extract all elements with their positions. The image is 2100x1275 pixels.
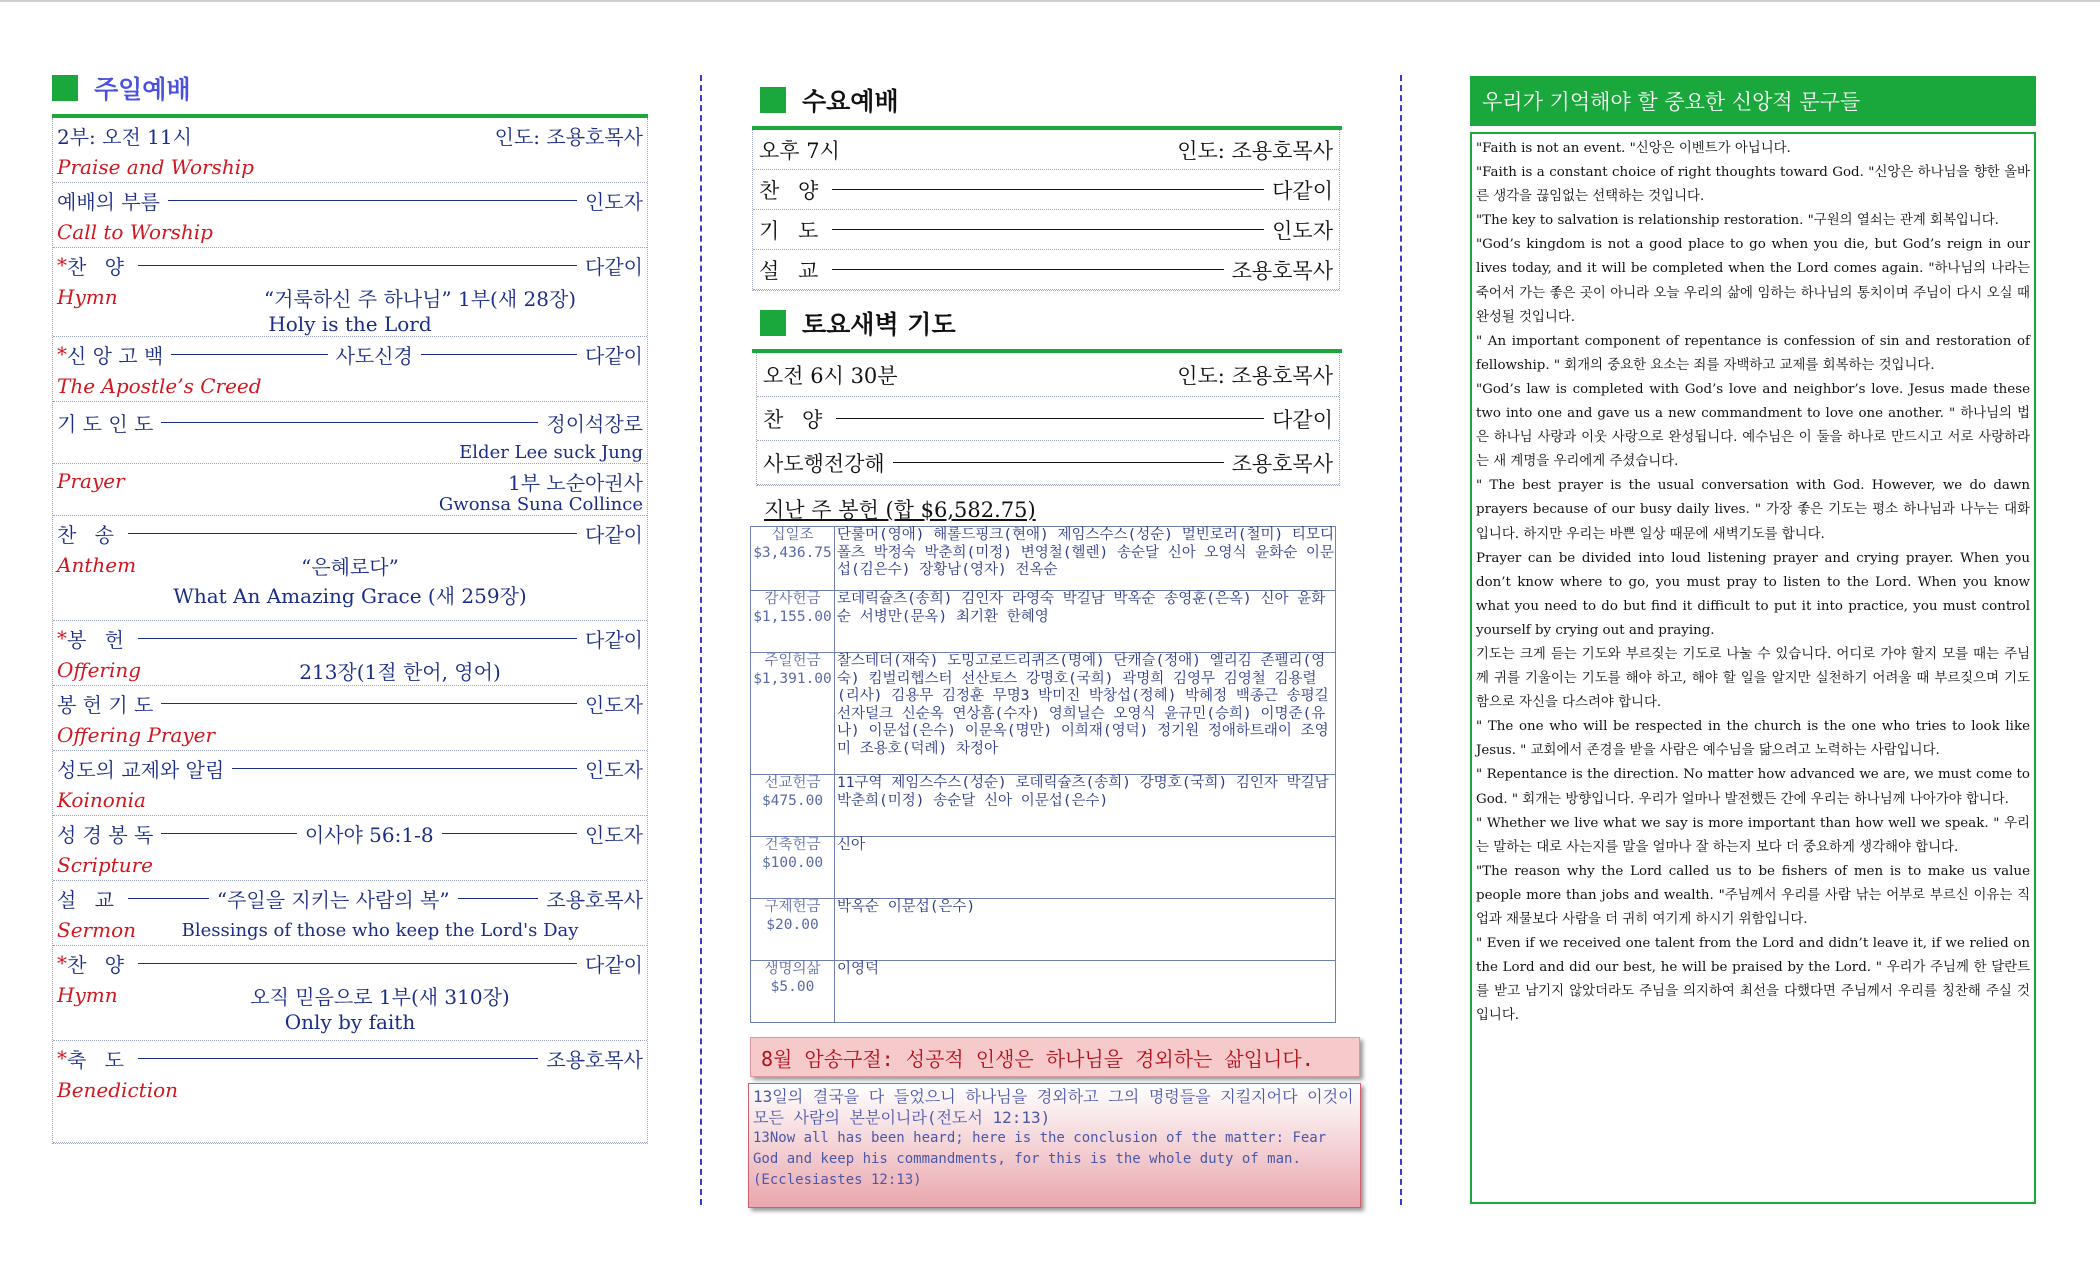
offering-category: 구제헌금: [764, 899, 821, 915]
offering-amount: $1,155.00: [753, 608, 832, 625]
faith-quote: "The key to salvation is relationship restoration. "구원의 열쇠는 관계 회복입니다.: [1476, 213, 1999, 229]
offering-names: 단룰머(영애) 해롤드핑크(현애) 제임스수스(성순) 멀빈로러(철미) 티모디폴츠 박정숙 박춘희(미정) 변영철(헬렌) 송순달 신아 오영식 윤화순 이문섭(김은수) 장황남(영자) 전옥순: [835, 527, 1336, 591]
green-square-icon: [760, 310, 786, 336]
call-row: [53, 183, 647, 248]
hymn2-title-en: Only by faith: [284, 1010, 416, 1034]
offering-names: 찰스테더(재숙) 도밍고로드리퀴즈(명예) 단캐슬(정애) 엘리김 존펠리(영숙) 킴벌리헵스터 선산토스 강명호(국희) 곽명희 김영무 김영철 김용렬(리사) 김용무 김정훈 무명3 박미진 박창섭(정혜) 박혜정 백종근 송평길 선자덜크 신순옥 연상흠(수자) 영희닐슨 오영식 윤규민(승희) 이명준(유나) 이문섭(은수) 이문옥(명만) 이희재(영덕) 정기원 정애하트래이 조영미 조용호(덕례) 차정아: [835, 653, 1336, 775]
prayer-ko: 기 도 인 도: [57, 411, 154, 436]
wednesday-leader: 인도: 조용호목사: [1177, 138, 1333, 163]
bene-who: 조용호목사: [546, 1047, 643, 1072]
koin-who: 인도자: [585, 757, 643, 782]
wednesday-header: [748, 80, 1342, 120]
scripture-row: [53, 816, 647, 881]
faith-quote: "The reason why the Lord called us to be fishers of men is to make us value people more than jobs and wealth. "주님께서 우리를 사람 낚는 어부로 부르신 이유는 직업과 재물보다 사람을 더 귀히 여기게 하시기 위함입니다.: [1476, 863, 2030, 927]
prayer-row: [53, 402, 647, 464]
anthem-title-en: What An Amazing Grace (새 259장): [173, 584, 527, 608]
koin-en: Koinonia: [57, 788, 146, 812]
sunday-order: [52, 118, 648, 1144]
offering-names: 신아: [835, 837, 1336, 899]
service-leader: 인도: 조용호목사: [494, 124, 643, 149]
table-row: [751, 527, 1336, 591]
offp-en: Offering Prayer: [57, 723, 216, 747]
faith-title: 우리가 기억해야 할 중요한 신앙적 문구들: [1470, 76, 2036, 126]
hymn1-en: Hymn: [57, 285, 118, 309]
koin-ko: 성도의 교제와 알림: [57, 757, 225, 782]
offering-ko: 봉 헌: [67, 627, 130, 652]
saturday-order: [756, 353, 1340, 486]
table-row: [751, 653, 1336, 775]
sunday-worship-section: [52, 68, 648, 1144]
faith-quote: 기도는 크게 듣는 기도와 부르짖는 기도로 나눌 수 있습니다. 어디로 가야 할지 모를 때는 주님께 귀를 기울이는 기도를 해야 하고, 해야 할 일을 알지만 실천하기 어려울 때 부르짖으며 기도함으로 자신을 다스려야 합니다.: [1476, 646, 2030, 711]
table-row: [751, 899, 1336, 961]
star-mark: *: [57, 342, 67, 366]
offerings-title: 지난 주 봉헌 (합 $6,582.75): [764, 498, 1036, 522]
anthem-en: Anthem: [57, 553, 137, 577]
faith-quotes-box: [1470, 132, 2036, 1204]
hymn1-ko: 찬 양: [67, 254, 130, 279]
scrip-ko: 성 경 봉 독: [57, 822, 154, 847]
wed-row-label: 설 교: [759, 258, 825, 283]
creed-mid: 사도신경: [335, 343, 413, 368]
wed-row-who: 인도자: [1272, 218, 1333, 243]
saturday-time: 오전 6시 30분: [763, 363, 898, 388]
anthem-row: [53, 516, 647, 621]
green-square-icon: [52, 75, 78, 101]
sermon-ko: 설 교: [57, 887, 120, 912]
offering-amount: $1,391.00: [753, 670, 832, 687]
prayer2-row: [53, 464, 647, 516]
offering-names: 이영덕: [835, 961, 1336, 1023]
offp-ko: 봉 헌 기 도: [57, 692, 154, 717]
wed-row-label: 찬 양: [759, 178, 825, 203]
offering-category: 선교헌금: [764, 775, 821, 791]
memory-verse-en: 13Now all has been heard; here is the conclusion of the matter: Fear God and keep his commandments, for this is the whole duty of man. (Ecclesiastes 12:13): [753, 1130, 1327, 1188]
anthem-title: “은혜로다”: [301, 554, 399, 579]
prayer-en: Prayer: [57, 469, 125, 493]
wednesday-title: 수요예배: [802, 87, 899, 116]
faith-quote: "Faith is not an event. "신앙은 이벤트가 아닙니다.: [1476, 141, 1791, 156]
table-row: [751, 591, 1336, 653]
offering-category: 생명의삶: [764, 961, 821, 977]
offering-category: 주일헌금: [764, 653, 821, 669]
sermon-row: [53, 881, 647, 946]
creed-row: [53, 337, 647, 402]
table-row: [751, 961, 1336, 1023]
offering-amount: $3,436.75: [753, 544, 832, 561]
hymn2-ko: 찬 양: [67, 952, 130, 977]
memory-verse-box: [748, 1083, 1361, 1208]
sunday-title: 주일예배: [94, 75, 191, 104]
column-divider-1: [700, 75, 702, 1205]
bene-ko: 축 도: [67, 1047, 130, 1072]
wed-row-label: 기 도: [759, 218, 825, 243]
memory-verse-ko: 13일의 결국을 다 들었으니 하나님을 경외하고 그의 명령들을 지킬지어다 이것이 모든 사람의 본분이니라(전도서 12:13): [753, 1087, 1354, 1127]
offering-amount: $5.00: [770, 978, 815, 995]
offering-prayer-row: [53, 686, 647, 751]
faith-quote: "God’s law is completed with God’s love and neighbor’s love. Jesus made these two into one and gave us a new commandment to love one another. " 하나님의 법은 하나님 사랑과 이웃 사랑으로 완성됩니다. 예수님은 이 둘을 하나로 만드시고 서로 사랑하라는 새 계명을 우리에게 주셨습니다.: [1476, 381, 2030, 470]
sermon-who: 조용호목사: [546, 887, 643, 912]
saturday-leader: 인도: 조용호목사: [1177, 363, 1333, 388]
offering-who: 다같이: [585, 627, 643, 652]
praise-en: Praise and Worship: [57, 155, 254, 179]
faith-quote: "Faith is a constant choice of right thoughts toward God. "신앙은 하나님을 향한 올바른 생각을 끊임없는 선택하는 것입니다.: [1476, 165, 2030, 205]
faith-quote: Prayer can be divided into loud listening prayer and crying prayer. When you don’t know where to go, you must pray to listen to the Lord. When you know what you need to do but find it difficult to put it into practice, you must control yourself by crying out and praying.: [1476, 550, 2030, 638]
hymn2-who: 다같이: [585, 952, 643, 977]
hymn1-title-en: Holy is the Lord: [268, 312, 432, 336]
sermon-en: Sermon: [57, 918, 136, 942]
sat-row-who: 조용호목사: [1231, 451, 1333, 476]
creed-en: The Apostle’s Creed: [57, 374, 262, 398]
offp-who: 인도자: [585, 692, 643, 717]
call-en: Call to Worship: [57, 220, 213, 244]
green-square-icon: [760, 87, 786, 113]
koinonia-row: [53, 751, 647, 816]
bene-en: Benediction: [57, 1078, 179, 1102]
saturday-title: 토요새벽 기도: [802, 310, 956, 339]
hymn2-row: [53, 946, 647, 1041]
wed-row-who: 다같이: [1272, 178, 1333, 203]
prayer2: 1부 노순아권사: [507, 470, 643, 495]
faith-quote: " Even if we received one talent from the Lord and didn’t leave it, if we relied on the Lord and did our best, he will be praised by the Lord. " 우리가 주님께 한 달란트를 받고 남기지 않았더라도 주님을 의지하여 최선을 다했다면 주님께서 우리를 칭찬해 주실 것입니다.: [1476, 936, 2030, 1024]
hymn2-en: Hymn: [57, 983, 118, 1007]
star-mark: *: [57, 253, 67, 277]
offering-amount: $100.00: [761, 854, 824, 871]
scrip-who: 인도자: [585, 822, 644, 847]
faith-phrases-section: [1470, 76, 2036, 1204]
creed-ko: 신 앙 고 백: [67, 343, 164, 368]
scrip-en: Scripture: [57, 853, 153, 877]
service-time: 2부: 오전 11시: [57, 124, 192, 149]
faith-quote: " Whether we live what we say is more important than how well we speak. " 우리는 말하는 대로 사는지를 말을 얼마나 잘 하는지 보다 더 중요하게 생각해야 합니다.: [1476, 815, 2030, 855]
benediction-row: [53, 1041, 647, 1143]
sat-row-label: 사도행전강해: [763, 451, 885, 476]
wed-row-who: 조용호목사: [1231, 258, 1333, 283]
anthem-who: 다같이: [585, 522, 643, 547]
hymn2-title: 오직 믿음으로 1부(새 310장): [250, 984, 510, 1009]
faith-quote: " An important component of repentance is confession of sin and restoration of fellowship. " 회개의 중요한 요소는 죄를 자백하고 교제를 회복하는 것입니다.: [1476, 333, 2030, 373]
star-mark: *: [57, 1046, 67, 1070]
table-row: [751, 837, 1336, 899]
offering-category: 건축헌금: [764, 837, 821, 853]
offering-names: 로데릭슐츠(송희) 김인자 라영숙 박길남 박옥순 송영훈(은옥) 신아 윤화순 서병만(문옥) 최기환 한혜영: [835, 591, 1336, 653]
offering-amount: $20.00: [766, 916, 819, 933]
scrip-mid: 이사야 56:1-8: [304, 822, 434, 847]
memory-verse-heading: 8월 암송구절: 성공적 인생은 하나님을 경외하는 삶입니다.: [750, 1037, 1360, 1077]
offering-category: 감사헌금: [764, 591, 821, 607]
star-mark: *: [57, 626, 67, 650]
top-border: [0, 0, 2100, 2]
service-time-row: [53, 118, 647, 183]
prayer-who: 정이석장로: [546, 411, 643, 436]
offering-category: 십일조: [771, 527, 814, 543]
offering-en: Offering: [57, 658, 142, 682]
sat-row-label: 찬 양: [763, 407, 829, 432]
star-mark: *: [57, 951, 67, 975]
offering-row: [53, 621, 647, 686]
faith-quote: " The one who will be respected in the church is the one who tries to look like Jesus. " 교회에서 존경을 받을 사람은 예수님을 닮으려고 노력하는 사람입니다.: [1476, 719, 2030, 759]
hymn1-title: “거룩하신 주 하나님” 1부(새 28장): [263, 286, 577, 311]
prayer2-en: Gwonsa Suna Collince: [438, 494, 643, 515]
faith-quote: " The best prayer is the usual conversation with God. However, we do dawn prayers because of our busy daily lives. " 가장 좋은 기도는 평소 하나님과 나누는 대화입니다. 하지만 우리는 바쁜 일상 때문에 새벽기도를 합니다.: [1476, 478, 2030, 542]
anthem-ko: 찬 송: [57, 522, 120, 547]
faith-quote: " Repentance is the direction. No matter how advanced we are, we must come to God. " 회개는 방향입니다. 우리가 얼마나 발전했든 간에 우리는 하나님께 나아가야 합니다.: [1476, 767, 2030, 807]
offering-song: 213장(1절 한어, 영어): [299, 659, 501, 684]
offerings-table: [750, 526, 1336, 1023]
offering-amount: $475.00: [761, 792, 824, 809]
wednesday-order: [752, 130, 1340, 291]
midweek-section: [748, 80, 1354, 1208]
sermon-mid: “주일을 지키는 사람의 복”: [216, 887, 450, 912]
offering-names: 11구역 제임스수스(성순) 로데릭슐츠(송희) 강명호(국희) 김인자 박길남 박춘희(미정) 송순달 신아 이문섭(은수): [835, 775, 1336, 837]
prayer-who-en: Elder Lee suck Jung: [459, 442, 643, 463]
call-ko: 예배의 부름: [57, 189, 160, 214]
sermon-title-en: Blessings of those who keep the Lord's Day: [181, 919, 579, 941]
hymn1-row: [53, 248, 647, 337]
sunday-header: [52, 68, 648, 108]
faith-quote: "God’s kingdom is not a good place to go when you die, but God’s reign in our lives today, and it will be completed when the Lord comes again. "하나님의 나라는 죽어서 가는 좋은 곳이 아니라 오늘 우리의 삶에 임하는 하나님의 통치이며 주님이 다시 오실 때 완성될 것입니다.: [1476, 237, 2030, 325]
column-divider-2: [1400, 75, 1402, 1205]
offering-names: 박옥순 이문섭(은수): [835, 899, 1336, 961]
wednesday-time: 오후 7시: [759, 138, 840, 163]
call-who: 인도자: [585, 189, 643, 214]
creed-who: 다같이: [585, 343, 644, 368]
sat-row-who: 다같이: [1272, 407, 1333, 432]
saturday-header: [748, 303, 1342, 343]
hymn1-who: 다같이: [585, 254, 643, 279]
table-row: [751, 775, 1336, 837]
